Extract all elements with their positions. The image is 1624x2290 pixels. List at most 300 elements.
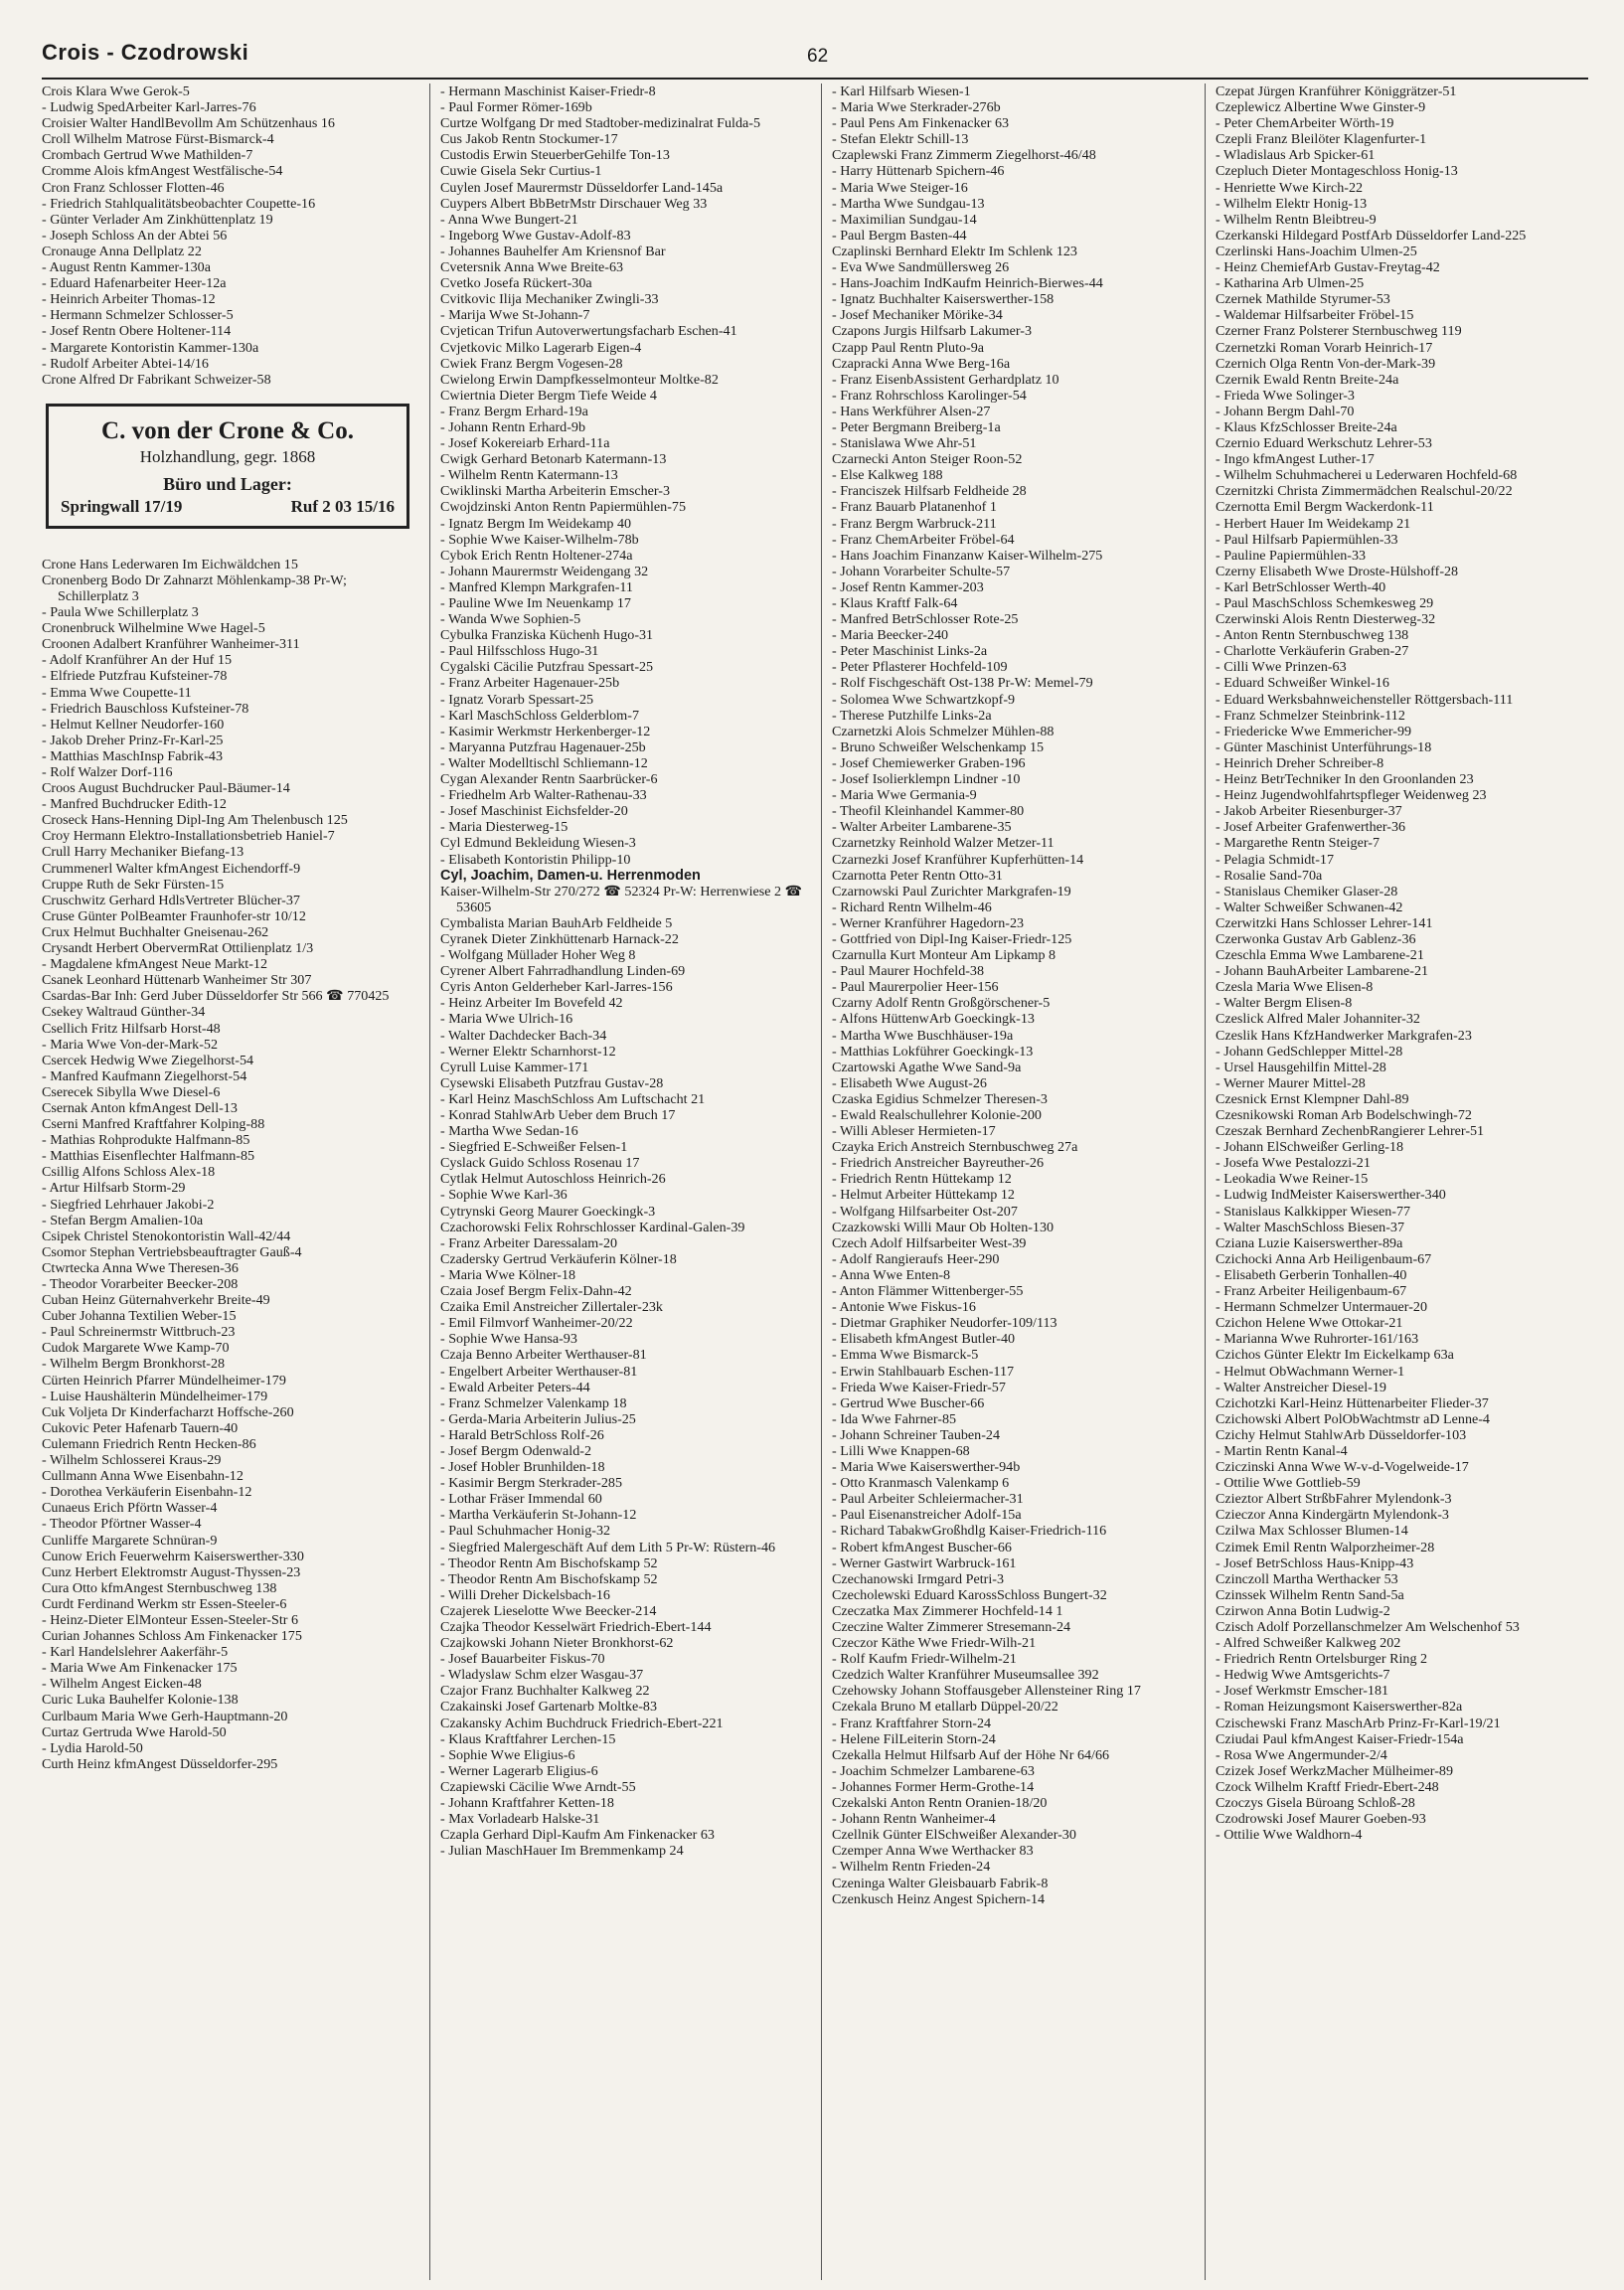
directory-entry: Czechanowski Irmgard Petri-3 [832, 1570, 1004, 1587]
directory-entry: Csernak Anton kfmAngest Dell-13 [42, 1099, 238, 1116]
directory-entry: - Rolf Walzer Dorf-116 [42, 764, 173, 780]
directory-entry: - Josef Rentn Obere Holtener-114 [42, 323, 232, 340]
directory-entry: Czieczor Anna Kindergärtn Mylendonk-3 [1216, 1507, 1449, 1524]
directory-entry: - Sophie Wwe Hansa-93 [440, 1331, 577, 1348]
directory-entry: Czerny Elisabeth Wwe Droste-Hülshoff-28 [1216, 563, 1459, 579]
directory-entry: - Heinz Jugendwohlfahrtspfleger Weidenweg 23 [1216, 787, 1487, 804]
directory-entry: Czarnezki Josef Kranführer Kupferhütten-14 [832, 851, 1084, 868]
directory-entry: Czisch Adolf Porzellanschmelzer Am Welschenhof 53 [1216, 1619, 1520, 1635]
directory-entry: - Stanislaus Kalkkipper Wiesen-77 [1216, 1203, 1411, 1220]
directory-entry: Cvjetican Trifun Autoverwertungsfacharb Eschen-41 [440, 323, 737, 340]
directory-entry: Cromme Alois kfmAngest Westfälische-54 [42, 163, 283, 180]
directory-entry: Czazkowski Willi Maur Ob Holten-130 [832, 1219, 1055, 1235]
directory-entry: - Johann BauhArbeiter Lambarene-21 [1216, 963, 1429, 980]
directory-entry: - Walter MaschSchloss Biesen-37 [1216, 1219, 1405, 1235]
directory-entry: - Elfriede Putzfrau Kufsteiner-78 [42, 668, 228, 685]
directory-entry: - Elisabeth Gerberin Tonhallen-40 [1216, 1266, 1407, 1283]
directory-entry: - Maria Wwe Am Finkenacker 175 [42, 1660, 238, 1677]
directory-entry: Cyl Edmund Bekleidung Wiesen-3 [440, 835, 636, 852]
directory-entry: - Paul Schreinermstr Wittbruch-23 [42, 1324, 236, 1341]
directory-entry: - Eva Wwe Sandmüllersweg 26 [832, 259, 1010, 276]
directory-entry: - Hermann Maschinist Kaiser-Friedr-8 [440, 83, 656, 99]
directory-entry: Crysandt Herbert ObervermRat Ottilienplatz 1/3 [42, 940, 314, 957]
directory-entry: Czachorowski Felix Rohrschlosser Kardinal-Galen-39 [440, 1219, 745, 1235]
directory-entry: Czimek Emil Rentn Walporzheimer-28 [1216, 1539, 1435, 1555]
directory-entry: Csillig Alfons Schloss Alex-18 [42, 1164, 216, 1181]
directory-entry: - Martha Wwe Sundgau-13 [832, 195, 985, 212]
directory-entry: Cygan Alexander Rentn Saarbrücker-6 [440, 771, 658, 788]
directory-entry: - Walter Dachdecker Bach-34 [440, 1027, 607, 1044]
directory-entry: - Heinz Arbeiter Im Bovefeld 42 [440, 995, 623, 1012]
directory-entry: Cwiertnia Dieter Bergm Tiefe Weide 4 [440, 387, 657, 404]
directory-entry: Cyslack Guido Schloss Rosenau 17 [440, 1155, 640, 1172]
directory-entry: - Wilhelm Rentn Katermann-13 [440, 467, 618, 484]
directory-entry: Czernetzki Roman Vorarb Heinrich-17 [1216, 339, 1433, 356]
directory-entry: Czilwa Max Schlosser Blumen-14 [1216, 1523, 1408, 1540]
directory-entry: - Theodor Pförtner Wasser-4 [42, 1516, 202, 1533]
directory-entry: - Friedericke Wwe Emmericher-99 [1216, 723, 1412, 739]
directory-entry: - Johann Rentn Erhard-9b [440, 418, 585, 435]
directory-entry: Czajerek Lieselotte Wwe Beecker-214 [440, 1602, 657, 1619]
directory-entry: - Hans Joachim Finanzanw Kaiser-Wilhelm-275 [832, 547, 1103, 564]
directory-entry: - Richard Rentn Wilhelm-46 [832, 899, 992, 915]
directory-entry: - Franz Bauarb Platanenhof 1 [832, 499, 997, 516]
directory-entry: Cymbalista Marian BauhArb Feldheide 5 [440, 914, 673, 931]
directory-entry: Cwielong Erwin Dampfkesselmonteur Moltke-82 [440, 371, 719, 388]
directory-entry: Cruschwitz Gerhard HdlsVertreter Blücher-37 [42, 892, 300, 908]
directory-entry: Czapons Jurgis Hilfsarb Lakumer-3 [832, 323, 1033, 340]
directory-entry: Czerwitzki Hans Schlosser Lehrer-141 [1216, 914, 1433, 931]
directory-entry: Cwiklinski Martha Arbeiterin Emscher-3 [440, 483, 671, 500]
directory-entry: - Eduard Schweißer Winkel-16 [1216, 675, 1389, 692]
directory-entry: - Gottfried von Dipl-Ing Kaiser-Friedr-125 [832, 930, 1072, 947]
directory-entry: - Joseph Schloss An der Abtei 56 [42, 227, 228, 244]
directory-entry: Cybulka Franziska Küchenh Hugo-31 [440, 627, 654, 644]
directory-entry: - Josef Rentn Kammer-203 [832, 578, 984, 595]
directory-entry: - Manfred Buchdrucker Edith-12 [42, 796, 227, 813]
directory-entry: Cwojdzinski Anton Rentn Papiermühlen-75 [440, 499, 687, 516]
directory-entry: - Jakob Dreher Prinz-Fr-Karl-25 [42, 732, 224, 748]
directory-entry: - Wilhelm Rentn Bleibtreu-9 [1216, 211, 1377, 228]
directory-entry: - Richard TabakwGroßhdlg Kaiser-Friedrich-116 [832, 1523, 1107, 1540]
directory-entry: - Elisabeth Wwe August-26 [832, 1074, 987, 1091]
directory-entry: - Wilhelm Elektr Honig-13 [1216, 195, 1368, 212]
directory-entry: - Waldemar Hilfsarbeiter Fröbel-15 [1216, 307, 1414, 324]
directory-entry: - Walter Anstreicher Diesel-19 [1216, 1379, 1386, 1395]
directory-entry: Czadersky Gertrud Verkäuferin Kölner-18 [440, 1250, 677, 1267]
directory-entry: - Martha Wwe Sedan-16 [440, 1123, 578, 1140]
directory-entry: - Johann Rentn Wanheimer-4 [832, 1811, 996, 1828]
directory-entry: - Friedrich Anstreicher Bayreuther-26 [832, 1155, 1045, 1172]
directory-entry: - Paul Hilfsarb Papiermühlen-33 [1216, 531, 1398, 548]
directory-entry: - Matthias MaschInsp Fabrik-43 [42, 747, 224, 764]
directory-entry: - Peter Bergmann Breiberg-1a [832, 418, 1001, 435]
directory-entry: - Franz Arbeiter Hagenauer-25b [440, 675, 620, 692]
directory-entry: Cuwie Gisela Sekr Curtius-1 [440, 163, 602, 180]
directory-entry: - Paula Wwe Schillerplatz 3 [42, 604, 199, 621]
directory-entry: - Anna Wwe Bungert-21 [440, 211, 578, 228]
column-2 [429, 83, 804, 2280]
directory-entry: Croonen Adalbert Kranführer Wanheimer-311 [42, 636, 300, 653]
directory-entry: Czarnotta Peter Rentn Otto-31 [832, 867, 1003, 884]
directory-entry: Cvitkovic Ilija Mechaniker Zwingli-33 [440, 291, 659, 308]
directory-entry: - Luise Haushälterin Mündelheimer-179 [42, 1388, 268, 1404]
directory-entry: Czarnetzky Reinhold Walzer Metzer-11 [832, 835, 1055, 852]
directory-entry: Curth Heinz kfmAngest Düsseldorfer-295 [42, 1755, 278, 1772]
directory-entry: - Manfred Kaufmann Ziegelhorst-54 [42, 1067, 247, 1084]
directory-entry: - Franz Arbeiter Daressalam-20 [440, 1234, 618, 1251]
directory-entry: - Wilhelm Schuhmacherei u Lederwaren Hochfeld-68 [1216, 467, 1518, 484]
directory-entry: - Werner Gastwirt Warbruck-161 [832, 1554, 1017, 1571]
directory-entry: - Ignatz Bergm Im Weidekamp 40 [440, 515, 632, 532]
directory-entry: - Karl Heinz MaschSchloss Am Luftschacht 21 [440, 1090, 706, 1107]
directory-entry: Culemann Friedrich Rentn Hecken-86 [42, 1435, 256, 1452]
directory-entry: Cunz Herbert Elektromstr August-Thyssen-23 [42, 1563, 301, 1580]
directory-entry: Czapp Paul Rentn Pluto-9a [832, 339, 985, 356]
directory-entry: - Ottilie Wwe Gottlieb-59 [1216, 1475, 1361, 1492]
directory-entry: Czarnecki Anton Steiger Roon-52 [832, 451, 1023, 468]
directory-entry: - Wilhelm Bergm Bronkhorst-28 [42, 1356, 226, 1373]
directory-entry: Ctwrtecka Anna Wwe Theresen-36 [42, 1259, 239, 1276]
directory-entry: - Wilhelm Schlosserei Kraus-29 [42, 1452, 222, 1469]
directory-entry: - Matthias Eisenflechter Halfmann-85 [42, 1148, 255, 1165]
directory-entry: - Heinz-Dieter ElMonteur Essen-Steeler-Str 6 [42, 1611, 299, 1628]
directory-entry: - Alfred Schweißer Kalkweg 202 [1216, 1635, 1401, 1652]
directory-entry: - Josef Bergm Odenwald-2 [440, 1442, 591, 1459]
directory-entry: - Marianna Wwe Ruhrorter-161/163 [1216, 1331, 1419, 1348]
directory-entry: - Bruno Schweißer Welschenkamp 15 [832, 738, 1045, 755]
ad-office-label: Büro und Lager: [163, 473, 292, 494]
directory-entry: Cytrynski Georg Maurer Goeckingk-3 [440, 1203, 656, 1220]
header-rule [42, 78, 1588, 80]
directory-entry: Csercek Hedwig Wwe Ziegelhorst-54 [42, 1052, 254, 1068]
directory-entry: Czajka Theodor Kesselwärt Friedrich-Ebert-144 [440, 1619, 712, 1635]
directory-entry: - Franz Kraftfahrer Storn-24 [832, 1715, 992, 1731]
directory-entry: Csekey Waltraud Günther-34 [42, 1004, 206, 1021]
directory-entry: - Paul Maurerpolier Heer-156 [832, 979, 999, 996]
directory-entry: Croy Hermann Elektro-Installationsbetrieb Haniel-7 [42, 828, 335, 845]
directory-entry: - Franz Schmelzer Valenkamp 18 [440, 1394, 627, 1411]
directory-entry: - Sophie Wwe Karl-36 [440, 1187, 568, 1204]
directory-entry: Cruse Günter PolBeamter Fraunhofer-str 10/12 [42, 907, 306, 924]
directory-entry: - Wanda Wwe Sophien-5 [440, 611, 581, 628]
directory-entry: Czarnetzki Alois Schmelzer Mühlen-88 [832, 723, 1055, 739]
directory-entry: Curtaz Gertruda Wwe Harold-50 [42, 1723, 227, 1740]
directory-entry: - Franciszek Hilfsarb Feldheide 28 [832, 483, 1027, 500]
directory-entry: - Stefan Bergm Amalien-10a [42, 1212, 204, 1228]
directory-entry: - Franz ChemArbeiter Fröbel-64 [832, 531, 1015, 548]
directory-entry: - Pelagia Schmidt-17 [1216, 851, 1334, 868]
directory-entry: - Harald BetrSchloss Rolf-26 [440, 1426, 604, 1443]
directory-entry: - Rosalie Sand-70a [1216, 867, 1323, 884]
directory-entry: Czayka Erich Anstreich Sternbuschweg 27a [832, 1139, 1078, 1156]
directory-entry: - Franz Bergm Erhard-19a [440, 403, 588, 419]
directory-entry: Curdt Ferdinand Werkm str Essen-Steeler-6 [42, 1595, 287, 1612]
column-1 [42, 83, 415, 2280]
directory-entry: - Otto Kranmasch Valenkamp 6 [832, 1475, 1010, 1492]
directory-entry: - Wladislaus Arb Spicker-61 [1216, 147, 1376, 164]
directory-entry: - Franz Schmelzer Steinbrink-112 [1216, 707, 1405, 724]
directory-entry: - Günter Maschinist Unterführungs-18 [1216, 738, 1432, 755]
directory-entry: Czartowski Agathe Wwe Sand-9a [832, 1059, 1022, 1075]
page-number: 62 [807, 46, 829, 67]
directory-entry: Custodis Erwin SteuerberGehilfe Ton-13 [440, 147, 670, 164]
directory-entry: - Kasimir Bergm Sterkrader-285 [440, 1475, 623, 1492]
directory-entry: - Martin Rentn Kanal-4 [1216, 1442, 1348, 1459]
directory-entry: - Martha Wwe Buschhäuser-19a [832, 1027, 1014, 1044]
directory-entry: - Friedrich Stahlqualitätsbeobachter Coupette-16 [42, 195, 316, 212]
directory-entry: - Joachim Schmelzer Lambarene-63 [832, 1762, 1035, 1779]
directory-entry: - Jakob Arbeiter Riesenburger-37 [1216, 803, 1402, 820]
directory-entry: Cyrener Albert Fahrradhandlung Linden-69 [440, 963, 686, 980]
directory-entry: - Lilli Wwe Knappen-68 [832, 1442, 970, 1459]
directory-entry: - Henriette Wwe Kirch-22 [1216, 179, 1364, 196]
directory-entry: Czaplewski Franz Zimmerm Ziegelhorst-46/48 [832, 147, 1096, 164]
directory-entry: - Friedrich Rentn Hüttekamp 12 [832, 1171, 1012, 1188]
directory-entry: - Heinrich Arbeiter Thomas-12 [42, 291, 216, 308]
directory-entry: Croisier Walter HandlBevollm Am Schützenhaus 16 [42, 115, 335, 132]
directory-entry: - Rosa Wwe Angermunder-2/4 [1216, 1746, 1387, 1763]
directory-entry: Curian Johannes Schloss Am Finkenacker 175 [42, 1628, 302, 1645]
directory-entry: - Anna Wwe Enten-8 [832, 1266, 951, 1283]
directory-entry: Crois Klara Wwe Gerok-5 [42, 83, 190, 99]
directory-entry: - Magdalene kfmAngest Neue Markt-12 [42, 956, 267, 973]
directory-entry: Cürten Heinrich Pfarrer Mündelheimer-179 [42, 1372, 286, 1389]
directory-entry: - Else Kalkweg 188 [832, 467, 943, 484]
directory-entry: Cruppe Ruth de Sekr Fürsten-15 [42, 876, 225, 893]
directory-entry: - Alfons HüttenwArb Goeckingk-13 [832, 1011, 1035, 1028]
directory-entry: - Willi Dreher Dickelsbach-16 [440, 1586, 610, 1603]
directory-entry: - Willi Ableser Hermieten-17 [832, 1123, 996, 1140]
directory-entry: - Josef Werkmstr Emscher-181 [1216, 1683, 1389, 1700]
directory-entry: - Hans-Joachim IndKaufm Heinrich-Bierwes-44 [832, 275, 1103, 292]
directory-entry: Cronauge Anna Dellplatz 22 [42, 243, 202, 259]
directory-entry: - Heinrich Dreher Schreiber-8 [1216, 754, 1384, 771]
directory-entry: - Paul Eisenanstreicher Adolf-15a [832, 1507, 1022, 1524]
directory-entry: Cudok Margarete Wwe Kamp-70 [42, 1340, 230, 1357]
directory-entry: - Wladyslaw Schm elzer Wasgau-37 [440, 1667, 644, 1684]
directory-entry: Czernich Olga Rentn Von-der-Mark-39 [1216, 355, 1436, 372]
directory-entry: Cserni Manfred Kraftfahrer Kolping-88 [42, 1116, 265, 1133]
directory-entry: - Maria Beecker-240 [832, 627, 949, 644]
directory-entry: - Franz Rohrschloss Karolinger-54 [832, 387, 1027, 404]
directory-entry: Czeszak Bernhard ZechenbRangierer Lehrer-51 [1216, 1123, 1485, 1140]
directory-entry: Cronenberg Bodo Dr Zahnarzt Möhlenkamp-38 Pr-W; Schillerplatz 3 [42, 572, 347, 604]
directory-entry: - August Rentn Kammer-130a [42, 259, 211, 276]
directory-entry: Cwigk Gerhard Betonarb Katermann-13 [440, 451, 667, 468]
directory-entry: - Kasimir Werkmstr Herkenberger-12 [440, 723, 651, 739]
directory-entry: Czakainski Josef Gartenarb Moltke-83 [440, 1699, 657, 1716]
directory-entry: - Josef Chemiewerker Graben-196 [832, 754, 1026, 771]
directory-entry: - Josefa Wwe Pestalozzi-21 [1216, 1155, 1371, 1172]
directory-entry: Czeczor Käthe Wwe Friedr-Wilh-21 [832, 1635, 1037, 1652]
directory-entry: Croll Wilhelm Matrose Fürst-Bismarck-4 [42, 131, 274, 148]
directory-entry: - Katharina Arb Ulmen-25 [1216, 275, 1365, 292]
column-4 [1205, 83, 1589, 2280]
directory-entry: Czepluch Dieter Montageschloss Honig-13 [1216, 163, 1458, 180]
directory-entry: Czekalla Helmut Hilfsarb Auf der Höhe Nr 64/66 [832, 1746, 1110, 1763]
directory-entry: - Werner Kranführer Hagedorn-23 [832, 914, 1025, 931]
directory-entry: - Peter ChemArbeiter Wörth-19 [1216, 115, 1394, 132]
directory-entry: - Gertrud Wwe Buscher-66 [832, 1394, 985, 1411]
directory-entry: - Robert kfmAngest Buscher-66 [832, 1539, 1012, 1555]
directory-entry: Czernotta Emil Bergm Wackerdonk-11 [1216, 499, 1434, 516]
directory-entry: - Friedhelm Arb Walter-Rathenau-33 [440, 787, 647, 804]
directory-entry: - Solomea Wwe Schwartzkopf-9 [832, 691, 1016, 708]
directory-entry: Czernek Mathilde Styrumer-53 [1216, 291, 1390, 308]
directory-entry: Cvjetkovic Milko Lagerarb Eigen-4 [440, 339, 642, 356]
directory-entry: Cullmann Anna Wwe Eisenbahn-12 [42, 1468, 244, 1485]
directory-entry: Czecholewski Eduard KarossSchloss Bungert-32 [832, 1586, 1107, 1603]
directory-entry: Crone Hans Lederwaren Im Eichwäldchen 15 [42, 556, 298, 572]
directory-entry: - Eduard Hafenarbeiter Heer-12a [42, 275, 227, 292]
directory-entry: - Ludwig SpedArbeiter Karl-Jarres-76 [42, 99, 256, 116]
directory-entry: Csardas-Bar Inh: Gerd Juber Düsseldorfer Str 566 ☎ 770425 [42, 988, 390, 1005]
ad-business-line: Holzhandlung, gegr. 1868 [139, 446, 316, 466]
directory-entry: Cyris Anton Gelderheber Karl-Jarres-156 [440, 979, 673, 996]
directory-entry: Czeslick Alfred Maler Johanniter-32 [1216, 1011, 1420, 1028]
directory-entry: - Lydia Harold-50 [42, 1739, 143, 1756]
directory-entry: - Ursel Hausgehilfin Mittel-28 [1216, 1059, 1386, 1075]
directory-entry: - Paul Schuhmacher Honig-32 [440, 1523, 611, 1540]
directory-entry: - Ingeborg Wwe Gustav-Adolf-83 [440, 227, 631, 244]
directory-entry: Cus Jakob Rentn Stockumer-17 [440, 131, 618, 148]
directory-entry: Czepat Jürgen Kranführer Königgrätzer-51 [1216, 83, 1457, 99]
directory-entry: - Hermann Schmelzer Schlosser-5 [42, 307, 234, 324]
ad-phone: Ruf 2 03 15/16 [290, 496, 395, 516]
directory-entry: - Josef Hobler Brunhilden-18 [440, 1459, 605, 1476]
directory-entry: - Theodor Vorarbeiter Beecker-208 [42, 1276, 239, 1292]
directory-entry: Czeczatka Max Zimmerer Hochfeld-14 1 [832, 1602, 1063, 1619]
directory-entry: Czemper Anna Wwe Werthacker 83 [832, 1843, 1034, 1860]
directory-entry: Cuylen Josef Maurermstr Düsseldorfer Land-145a [440, 179, 724, 196]
directory-entry: Czarnulla Kurt Monteur Am Lipkamp 8 [832, 947, 1056, 964]
directory-entry: Czehowsky Johann Stoffausgeber Allensteiner Ring 17 [832, 1683, 1141, 1700]
directory-entry: - Manfred Klempn Markgrafen-11 [440, 578, 633, 595]
directory-entry: - Franz EisenbAssistent Gerhardplatz 10 [832, 371, 1059, 388]
directory-entry: - Josef Bauarbeiter Fiskus-70 [440, 1651, 605, 1668]
directory-entry: - Peter Pflasterer Hochfeld-109 [832, 659, 1008, 676]
directory-entry: - Ingo kfmAngest Luther-17 [1216, 451, 1375, 468]
directory-entry: - Walter Modelltischl Schliemann-12 [440, 754, 648, 771]
directory-entry: - Siegfried E-Schweißer Felsen-1 [440, 1139, 628, 1156]
directory-entry: - Rolf Fischgeschäft Ost-138 Pr-W: Memel-79 [832, 675, 1093, 692]
directory-entry: Czarny Adolf Rentn Großgörschener-5 [832, 995, 1051, 1012]
directory-entry: - Gerda-Maria Arbeiterin Julius-25 [440, 1410, 636, 1427]
directory-entry: Cuber Johanna Textilien Weber-15 [42, 1308, 237, 1325]
directory-entry: - Frieda Wwe Solinger-3 [1216, 387, 1355, 404]
directory-entry: - Ludwig IndMeister Kaiserswerther-340 [1216, 1187, 1446, 1204]
directory-entry: - Emil Filmvorf Wanheimer-20/22 [440, 1315, 633, 1332]
directory-entry: - Johannes Bauhelfer Am Kriensnof Bar [440, 243, 666, 259]
directory-entry: - Maria Wwe Germania-9 [832, 787, 977, 804]
directory-entry: - Klaus KfzSchlosser Breite-24a [1216, 418, 1397, 435]
directory-entry: - Hans Werkführer Alsen-27 [832, 403, 991, 419]
directory-entry: Czekalski Anton Rentn Oranien-18/20 [832, 1795, 1048, 1812]
running-head: Crois - Czodrowski [42, 40, 249, 65]
directory-entry: Kaiser-Wilhelm-Str 270/272 ☎ 52324 Pr-W: Herrenwiese 2 ☎ 53605 [440, 883, 803, 915]
directory-entry: Croos August Buchdrucker Paul-Bäumer-14 [42, 780, 290, 797]
directory-entry: - Stanislaus Chemiker Glaser-28 [1216, 883, 1398, 900]
directory-entry: - Johann Schreiner Tauben-24 [832, 1426, 1001, 1443]
directory-entry: Crummenerl Walter kfmAngest Eichendorff-9 [42, 860, 301, 877]
directory-entry: - Emma Wwe Coupette-11 [42, 684, 192, 701]
directory-entry: - Paul Former Römer-169b [440, 99, 592, 116]
directory-entry: - Marija Wwe St-Johann-7 [440, 307, 590, 324]
directory-entry: - Johann Maurermstr Weidengang 32 [440, 563, 649, 579]
directory-entry: Czichowski Albert PolObWachtmstr aD Lenne-4 [1216, 1410, 1490, 1427]
directory-entry: Csipek Christel Stenokontoristin Wall-42/44 [42, 1227, 291, 1244]
directory-entry: - Johann Kraftfahrer Ketten-18 [440, 1795, 614, 1812]
directory-entry: - Frieda Wwe Kaiser-Friedr-57 [832, 1379, 1006, 1395]
directory-entry: Cuypers Albert BbBetrMstr Dirschauer Weg 33 [440, 195, 708, 212]
directory-entry: - Paul Arbeiter Schleiermacher-31 [832, 1491, 1024, 1508]
directory-entry: - Helmut Kellner Neudorfer-160 [42, 716, 225, 733]
directory-entry: - Maria Wwe Steiger-16 [832, 179, 968, 196]
directory-entry: Cysewski Elisabeth Putzfrau Gustav-28 [440, 1074, 664, 1091]
directory-entry: Cziudai Paul kfmAngest Kaiser-Friedr-154a [1216, 1730, 1464, 1747]
directory-entry: - Theodor Rentn Am Bischofskamp 52 [440, 1554, 658, 1571]
directory-entry: Czellnik Günter ElSchweißer Alexander-30 [832, 1827, 1076, 1844]
directory-entry: - Anton Flämmer Wittenberger-55 [832, 1283, 1024, 1300]
directory-entry: - Antonie Wwe Fiskus-16 [832, 1299, 976, 1316]
directory-entry: - Karl Handelslehrer Aakerfähr-5 [42, 1644, 229, 1661]
directory-entry: - Wolfgang Hilfsarbeiter Ost-207 [832, 1203, 1018, 1220]
directory-entry: Czaska Egidius Schmelzer Theresen-3 [832, 1090, 1048, 1107]
ad-contact-row [57, 496, 399, 518]
directory-entry: Cyl, Joachim, Damen-u. Herrenmoden [440, 867, 701, 884]
directory-entry: Czapracki Anna Wwe Berg-16a [832, 355, 1011, 372]
directory-entry: Crull Harry Mechaniker Biefang-13 [42, 844, 244, 861]
directory-entry: Czeplewicz Albertine Wwe Ginster-9 [1216, 99, 1426, 116]
directory-entry: - Walter Schweißer Schwanen-42 [1216, 899, 1403, 915]
directory-entry: - Siegfried Malergeschäft Auf dem Lith 5 Pr-W: Rüstern-46 [440, 1539, 776, 1555]
directory-entry: - Maria Wwe Kölner-18 [440, 1266, 576, 1283]
directory-entry: Czapla Gerhard Dipl-Kaufm Am Finkenacker 63 [440, 1827, 715, 1844]
directory-entry: Curic Luka Bauhelfer Kolonie-138 [42, 1692, 239, 1709]
directory-entry: - Franz Bergm Warbruck-211 [832, 515, 997, 532]
directory-entry: Csellich Fritz Hilfsarb Horst-48 [42, 1020, 221, 1037]
directory-entry: Cvetersnik Anna Wwe Breite-63 [440, 259, 624, 276]
directory-entry: - Maryanna Putzfrau Hagenauer-25b [440, 738, 646, 755]
directory-entry: - Werner Lagerarb Eligius-6 [440, 1762, 598, 1779]
directory-entry: Czajor Franz Buchhalter Kalkweg 22 [440, 1683, 650, 1700]
directory-entry: - Ottilie Wwe Waldhorn-4 [1216, 1827, 1363, 1844]
directory-entry: Cuban Heinz Güternahverkehr Breite-49 [42, 1292, 270, 1309]
directory-entry: Cwiek Franz Bergm Vogesen-28 [440, 355, 623, 372]
directory-entry: - Johann ElSchweißer Gerling-18 [1216, 1139, 1404, 1156]
directory-entry: Crombach Gertrud Wwe Mathilden-7 [42, 147, 253, 164]
directory-entry: - Sophie Wwe Eligius-6 [440, 1746, 575, 1763]
directory-entry: - Werner Maurer Mittel-28 [1216, 1074, 1366, 1091]
directory-entry: - Herbert Hauer Im Weidekamp 21 [1216, 515, 1411, 532]
directory-entry: - Sophie Wwe Kaiser-Wilhelm-78b [440, 531, 639, 548]
directory-entry: - Theofil Kleinhandel Kammer-80 [832, 803, 1025, 820]
directory-entry: - Ewald Realschullehrer Kolonie-200 [832, 1107, 1042, 1123]
directory-entry: Czaia Josef Bergm Felix-Dahn-42 [440, 1283, 632, 1300]
directory-entry: - Friedrich Bauschloss Kufsteiner-78 [42, 700, 249, 717]
directory-entry: Cron Franz Schlosser Flotten-46 [42, 179, 225, 196]
directory-entry: Czeschla Emma Wwe Lambarene-21 [1216, 947, 1424, 964]
directory-entry: - Ignatz Vorarb Spessart-25 [440, 691, 594, 708]
directory-entry: - Pauline Papiermühlen-33 [1216, 547, 1367, 564]
directory-entry: - Ida Wwe Fahrner-85 [832, 1410, 957, 1427]
directory-entry: Cunliffe Margarete Schnüran-9 [42, 1532, 218, 1549]
directory-entry: Czieztor Albert StrßbFahrer Mylendonk-3 [1216, 1491, 1452, 1508]
directory-entry: - Erwin Stahlbauarb Eschen-117 [832, 1363, 1015, 1380]
directory-entry: - Josef Mechaniker Mörike-34 [832, 307, 1003, 324]
ad-company-name: C. von der Crone & Co. [101, 416, 354, 444]
